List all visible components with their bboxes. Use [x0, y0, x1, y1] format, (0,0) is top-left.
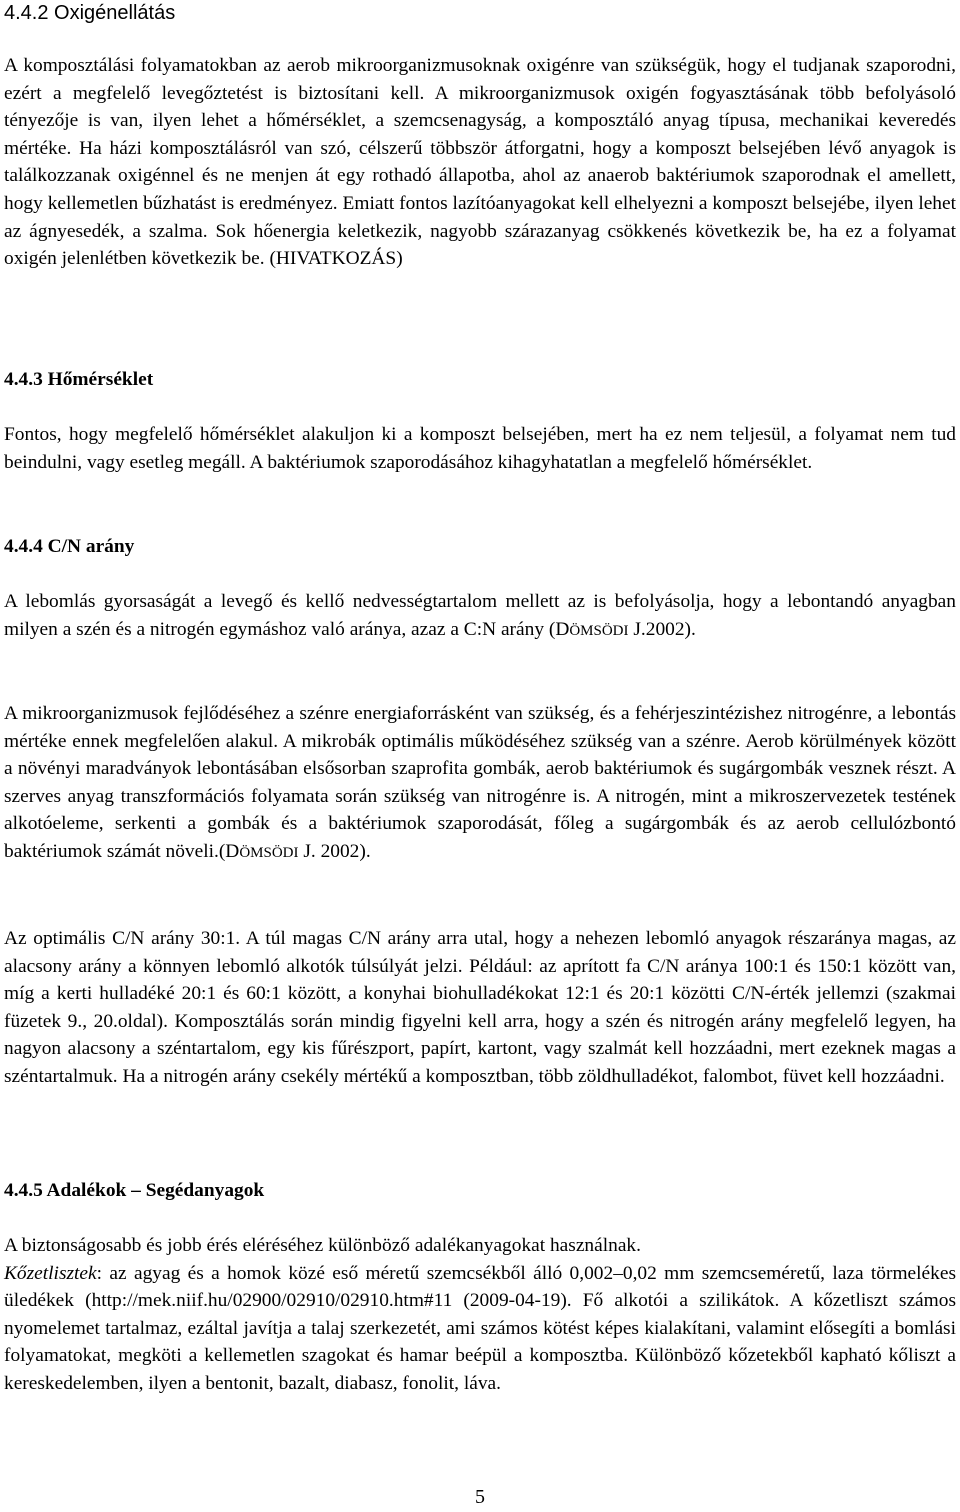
emphasized-term: Kőzetlisztek	[4, 1262, 97, 1284]
author-smallcaps: ÖMSÖDI	[569, 622, 629, 639]
section-4-4-2	[4, 0, 956, 26]
paragraph	[4, 700, 956, 868]
section-4-4-2-body	[4, 52, 956, 273]
paragraph: A biztonságosabb és jobb érés eléréséhez különböző adalékanyagokat használnak.	[4, 1235, 641, 1256]
section-4-4-5	[4, 1177, 956, 1205]
section-4-4-4-body	[4, 588, 956, 645]
section-4-4-4	[4, 533, 956, 561]
paragraph-text: J. 2002).	[298, 840, 371, 862]
paragraph-text: A mikroorganizmusok fejlődéséhez a szénre energiaforrásként van szükség, és a fehérjeszintézishez nitrogénre, a lebontás mértéke ennek megfelelően alakul. A mikrobák optimális működéséhez szükség van a szénre. Aerob körülmények között a növényi maradványok lebontásában elsősorban szaprofita gombák, aerob baktériumok és sugárgombák vesznek részt. A szerves anyag transzformációs folyamata során szükség van nitrogénre is. A nitrogén, mint a mikroszervezetek testének alkotóeleme, serkenti a gombák és a baktériumok szaporodását, főleg a sugárgombák és az aerob cellulózbontó baktériumok számát növeli.(D	[4, 703, 956, 862]
section-4-4-5-body	[4, 1232, 956, 1398]
paragraph	[4, 52, 956, 273]
paragraph-text: A lebomlás gyorsaságát a levegő és kellő nedvességtartalom mellett az is befolyásolja, hogy a lebontandó anyagban milyen a szén és a nitrogén egymáshoz való aránya, azaz a C:N arány (D	[4, 591, 956, 640]
author-smallcaps: ÖMSÖDI	[239, 844, 299, 861]
section-heading: 4.4.2 Oxigénellátás	[4, 2, 176, 24]
paragraph-text: : az agyag és a homok közé eső méretű szemcsékből álló 0,002–0,02 mm szemcseméretű, laza törmelékes üledékek (http://mek.niif.hu/02900/02910/02910.htm#11 (2009-04-19). Fő alkotói a szilikátok. A kőzetliszt számos nyomelemet tartalmaz, ezáltal javítja a talaj szerkezetét, ami számos kötést képes kialakítani, valamint elősegíti a bomlási folyamatokat, megköti a kellemetlen szagokat és hamar beépül a komposztba. Különböző kőzetekből kapható kőliszt a kereskedelemben, ilyen a bentonit, bazalt, diabasz, fonolit, láva.	[4, 1262, 956, 1394]
paragraph-text: A komposztálási folyamatokban az aerob mikroorganizmusoknak oxigénre van szükségük, hogy el tudjanak szaporodni, ezért a megfelelő levegőztetést is biztosítani kell. A mikroorganizmusok oxigén fogyasztásának több befolyásoló tényezője is van, ilyen lehet a hőmérséklet, a szemcsenagyság, a komposztáló anyag típusa, mechanikai keveredés mértéke.	[4, 55, 956, 159]
paragraph: Fontos, hogy megfelelő hőmérséklet alakuljon ki a komposzt belsejében, mert ha ez nem teljesül, a folyamat nem tud beindulni, vagy esetleg megáll. A baktériumok szaporodásához kihagyhatatlan a megfelelő hőmérséklet.	[4, 424, 956, 473]
paragraph	[4, 1260, 956, 1398]
page-number: 5	[475, 1486, 485, 1508]
paragraph-text: Ha házi komposztálásról van szó, célszerű többször átforgatni, hogy a komposzt belsejében lévő anyagok is találkozzanak oxigénnel és ne menjen át egy rothadó állapotba, ahol az anaerob baktériumok szaporodnak el amellett, hogy kellemetlen bűzhatást is eredményez. Emiatt fontos lazítóanyagokat kell elhelyezni a komposzt belsejébe, ilyen lehet az ágnyesedék, a szalma. Sok hőenergia keletkezik, nagyobb szárazanyag csökkenés következik be, ha ez a folyamat oxigén jelenlétben következik be. (HIVATKOZÁS)	[4, 137, 956, 270]
section-4-4-3	[4, 366, 956, 394]
section-heading: 4.4.3 Hőmérséklet	[4, 369, 154, 390]
section-4-4-4-body-3	[4, 925, 956, 1091]
paragraph: Az optimális C/N arány 30:1. A túl magas C/N arány arra utal, hogy a nehezen lebomló anyagok részaránya magas, az alacsony arány a könnyen lebomló alkotók túlsúlyát jelzi. Például: az aprított fa C/N aránya 100:1 és 150:1 között van, míg a kerti hulladéké 20:1 és 60:1 között, a konyhai biohulladékokat 12:1 és 20:1 közötti C/N-érték jellemzi (szakmai füzetek 9., 20.oldal). Komposztálás során mindig figyelni kell arra, hogy a szén és nitrogén arány megfelelő legyen, ha nagyon alacsony a széntartalom, egy kis fűrészport, papírt, kartont, vagy szalmát kell hozzáadni, mert ezeknek magas a széntartalmuk. Ha a nitrogén arány csekély mértékű a komposztban, több zöldhulladékot, falombot, füvet kell hozzáadni.	[4, 928, 956, 1087]
section-4-4-3-body	[4, 421, 956, 476]
section-4-4-4-body-2	[4, 700, 956, 868]
paragraph-text: J.2002).	[628, 618, 696, 640]
paragraph	[4, 588, 956, 645]
section-heading: 4.4.5 Adalékok – Segédanyagok	[4, 1180, 265, 1201]
section-heading: 4.4.4 C/N arány	[4, 536, 135, 557]
